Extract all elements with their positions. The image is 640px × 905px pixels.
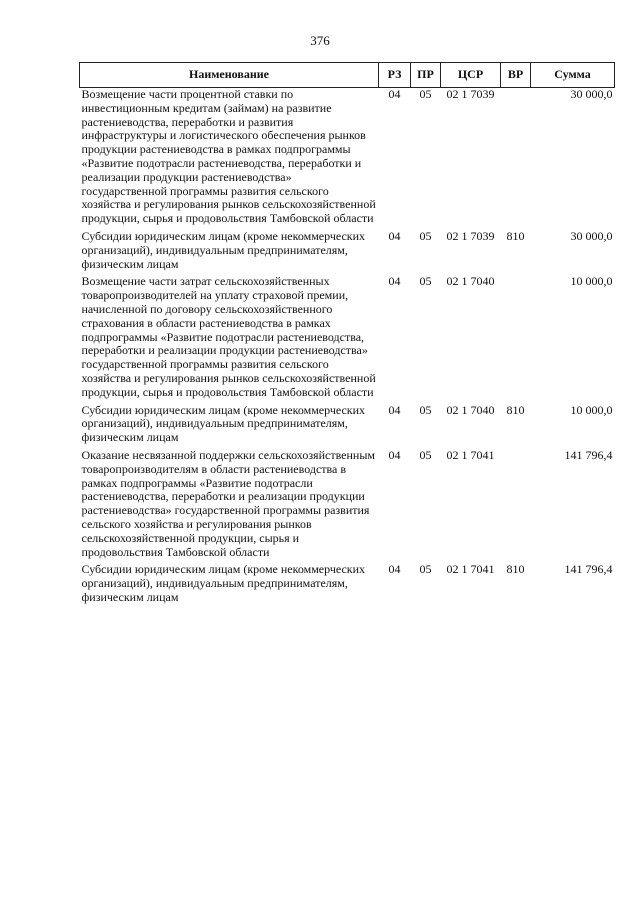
header-vr: ВР: [501, 63, 531, 88]
row-rz: 04: [388, 562, 401, 577]
row-sum: 141 796,4: [564, 562, 613, 577]
row-rz: 04: [388, 402, 401, 417]
row-vr: 810: [506, 228, 525, 243]
row-vr: [501, 275, 531, 403]
header-row: [80, 63, 615, 88]
row-vr: 810: [506, 402, 525, 417]
row-csr: 02 1 7041: [446, 447, 495, 462]
table-row: [80, 449, 615, 563]
header-csr: ЦСР: [441, 63, 501, 88]
header-pr: ПР: [411, 63, 441, 88]
page-number: 376: [310, 33, 330, 48]
row-sum: 141 796,4: [564, 447, 613, 462]
row-sum: 30 000,0: [570, 87, 613, 101]
header-sum: Сумма: [531, 63, 615, 88]
table-row: [80, 230, 615, 275]
table-header: [80, 63, 615, 88]
row-csr: 02 1 7040: [446, 274, 495, 289]
header-rz: РЗ: [379, 63, 411, 88]
row-vr: [501, 449, 531, 563]
row-sum: 10 000,0: [570, 274, 613, 289]
table-row: [80, 88, 615, 230]
row-pr: 05: [419, 274, 432, 289]
row-pr: 05: [419, 562, 432, 577]
table-row: [80, 563, 615, 608]
row-rz: 04: [388, 87, 401, 101]
row-name: Субсидии юридическим лицам (кроме некоммерческих организаций), индивидуальным предпринимателям, физическим лицам: [81, 562, 366, 604]
row-pr: 05: [419, 447, 432, 462]
row-csr: 02 1 7040: [446, 402, 495, 417]
row-name: Возмещение части процентной ставки по инвестиционным кредитам (займам) на развитие растениеводства, переработки и развития инфраструктуры и логистического обеспечения рынков продукции растениеводства в рамках подпрограммы «Развитие подотрасли растениеводства, переработки и реализации продукции растениеводства» государственной программы развития сельского хозяйства и регулирования рынков сельскохозяйственной продукции, сырья и продовольствия Тамбовской области: [81, 87, 376, 226]
row-vr: 810: [506, 562, 525, 577]
row-rz: 04: [388, 274, 401, 289]
row-sum: 30 000,0: [570, 228, 613, 243]
row-pr: 05: [419, 228, 432, 243]
table-body: [80, 88, 615, 609]
table-row: [80, 275, 615, 403]
row-pr: 05: [419, 87, 432, 101]
budget-table: [79, 62, 615, 609]
row-csr: 02 1 7039: [446, 87, 495, 101]
row-pr: 05: [419, 402, 432, 417]
row-csr: 02 1 7039: [446, 228, 495, 243]
row-rz: 04: [388, 228, 401, 243]
row-csr: 02 1 7041: [446, 562, 495, 577]
header-name: Наименование: [80, 63, 379, 88]
row-name: Субсидии юридическим лицам (кроме некоммерческих организаций), индивидуальным предпринимателям, физическим лицам: [81, 402, 366, 445]
row-vr: [501, 88, 531, 230]
row-name: Возмещение части затрат сельскохозяйственных товаропроизводителей на уплату страховой премии, начисленной по договору сельскохозяйственного страхования в области растениеводства в рамках подпрограммы «Развитие подотрасли растениеводства, переработки и реализации продукции растениеводства» государственной программы развития сельского хозяйства и регулирования рынков сельскохозяйственной продукции, сырья и продовольствия Тамбовской области: [81, 274, 376, 399]
row-sum: 10 000,0: [570, 402, 613, 417]
table-row: [80, 404, 615, 449]
row-name: Оказание несвязанной поддержки сельскохозяйственным товаропроизводителям в области растениеводства в рамках подпрограммы «Развитие подотрасли растениеводства, переработки и реализации продукции растениеводства» государственной программы развития сельского хозяйства и регулирования рынков сельскохозяйственной продукции, сырья и продовольствия Тамбовской области: [81, 447, 375, 559]
row-name: Субсидии юридическим лицам (кроме некоммерческих организаций), индивидуальным предпринимателям, физическим лицам: [81, 228, 366, 271]
row-rz: 04: [388, 447, 401, 462]
